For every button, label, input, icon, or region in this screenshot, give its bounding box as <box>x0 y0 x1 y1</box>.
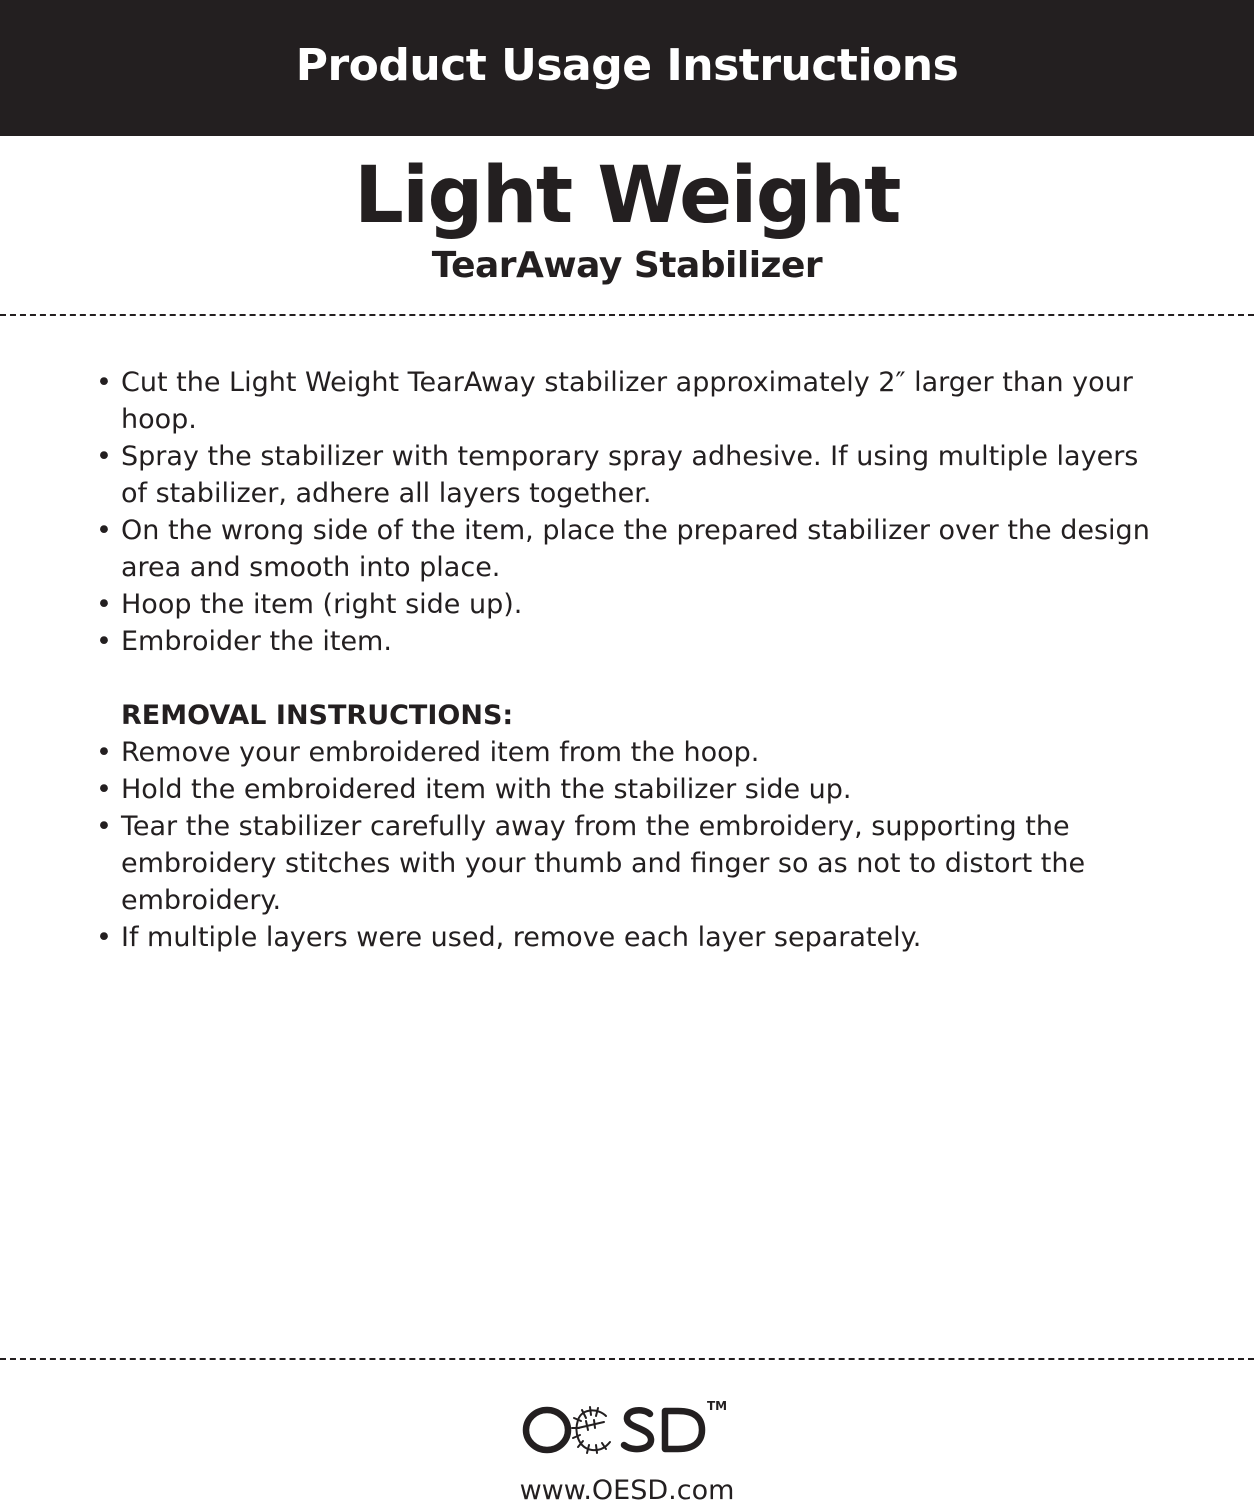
removal-step <box>96 734 1156 771</box>
usage-step <box>96 364 1156 438</box>
removal-step-text: Tear the stabilizer carefully away from the embroidery, supporting the embroidery stitches with your thumb and finger so as not to distort the embroidery. <box>121 811 1086 916</box>
usage-step-text: Embroider the item. <box>121 626 392 657</box>
bullet: • <box>96 774 112 805</box>
oesd-logo <box>520 1388 735 1458</box>
removal-step-text: Remove your embroidered item from the hoop. <box>121 737 760 768</box>
usage-step-text: Cut the Light Weight TearAway stabilizer approximately 2″ larger than your hoop. <box>121 367 1133 435</box>
bullet: • <box>96 737 112 768</box>
usage-step <box>96 438 1156 512</box>
bullet: • <box>96 367 112 398</box>
removal-step-text: If multiple layers were used, remove each layer separately. <box>121 922 922 953</box>
bullet: • <box>96 515 112 546</box>
bullet: • <box>96 589 112 620</box>
usage-step-text: Hoop the item (right side up). <box>121 589 523 620</box>
removal-step <box>96 808 1156 919</box>
product-subtitle: TearAway Stabilizer <box>431 245 823 286</box>
usage-step-text: Spray the stabilizer with temporary spray adhesive. If using multiple layers of stabilizer, adhere all layers together. <box>121 441 1139 509</box>
product-name: Light Weight <box>354 151 900 241</box>
dashed-divider-bottom <box>0 1358 1254 1360</box>
usage-step <box>96 586 1156 623</box>
removal-step <box>96 771 1156 808</box>
removal-step-text: Hold the embroidered item with the stabilizer side up. <box>121 774 852 805</box>
trademark-mark: TM <box>706 1399 727 1413</box>
usage-step <box>96 623 1156 660</box>
footer <box>0 1388 1254 1508</box>
bullet: • <box>96 811 112 842</box>
bullet: • <box>96 922 112 953</box>
usage-step-text: On the wrong side of the item, place the prepared stabilizer over the design area and smooth into place. <box>121 515 1150 583</box>
website-url: www.OESD.com <box>519 1475 735 1506</box>
dashed-divider-top <box>0 314 1254 316</box>
removal-step <box>96 919 1156 956</box>
header-title: Product Usage Instructions <box>295 39 959 91</box>
removal-heading: REMOVAL INSTRUCTIONS: <box>121 700 514 731</box>
oesd-logo-icon <box>520 1392 735 1458</box>
removal-steps-list <box>96 734 1156 956</box>
bullet: • <box>96 626 112 657</box>
usage-steps-list <box>96 364 1156 660</box>
instructions-section <box>96 364 1156 956</box>
header-bar <box>0 0 1254 136</box>
bullet: • <box>96 441 112 472</box>
usage-step <box>96 512 1156 586</box>
